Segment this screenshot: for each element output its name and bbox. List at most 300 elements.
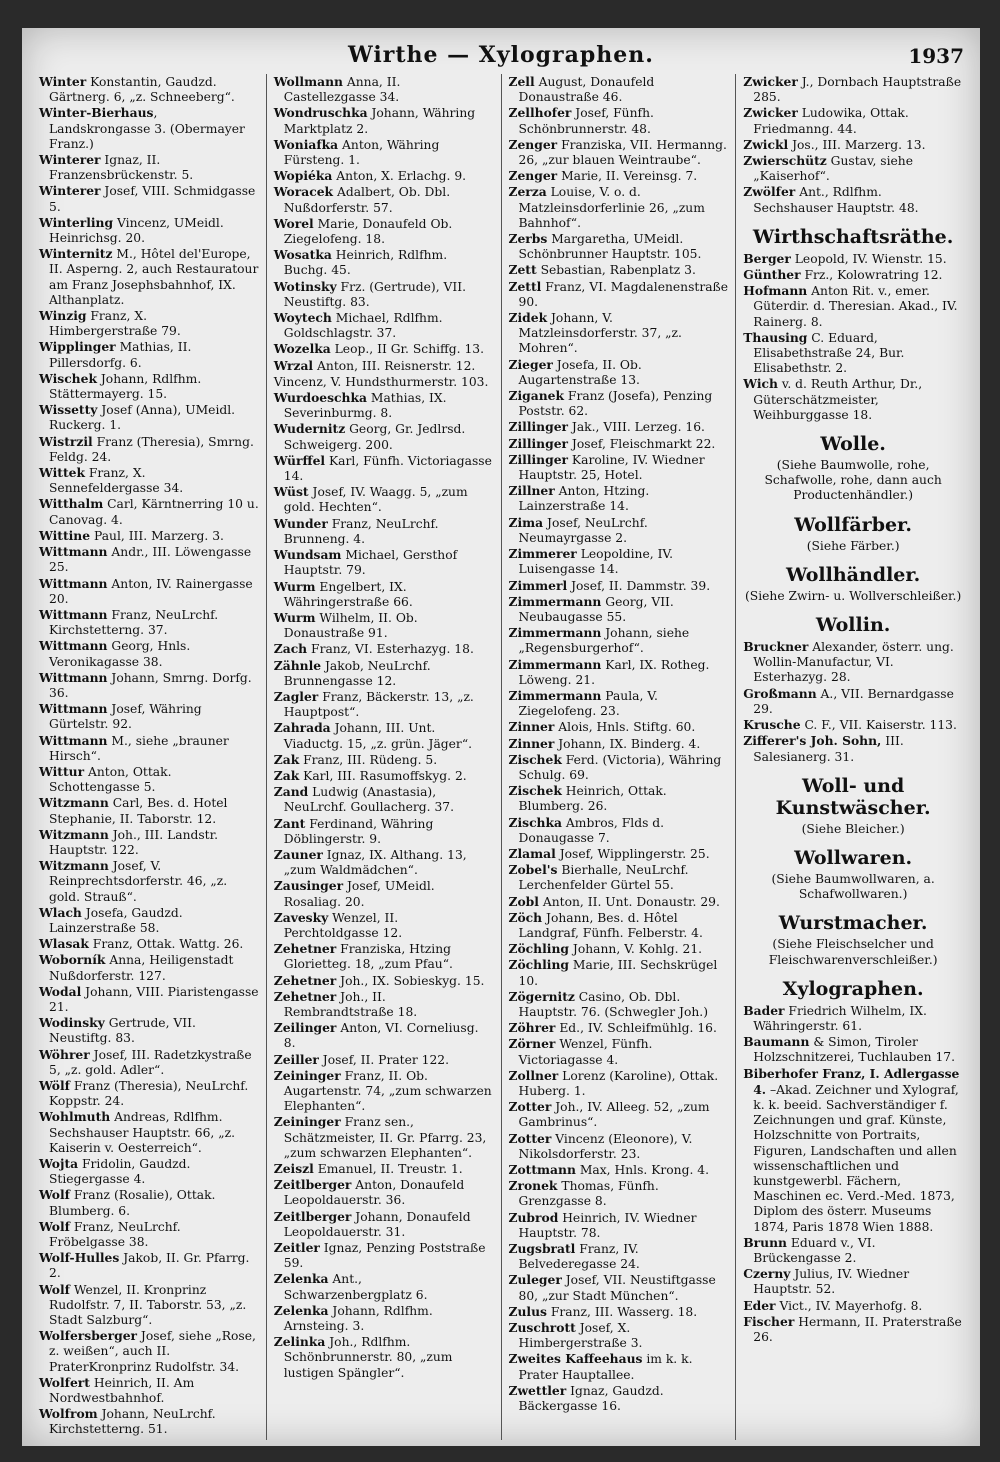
directory-entry (509, 1099, 729, 1130)
directory-entry (39, 858, 259, 905)
entry-name: Fischer (743, 1313, 795, 1329)
entry-details: Ludowika, Ottak. Friedmanng. 44. (753, 106, 909, 136)
entry-details: Andreas, Rdlfhm. Sechshauser Hauptstr. 66, „z. Kaiserin v. Oesterreich“. (49, 1110, 235, 1155)
entry-name: Zillner (508, 483, 555, 499)
entry-details: Franz, X. Himbergerstraße 79. (49, 309, 181, 339)
directory-entry (39, 733, 259, 764)
entry-details: Franz, Bäckerstr. 13, „z. Hauptpost“. (283, 689, 474, 720)
entry-name: Zollner (508, 1067, 559, 1083)
entry-name: Zwicker (743, 74, 798, 89)
directory-entry (509, 625, 729, 656)
entry-name: Zöch (508, 909, 543, 925)
directory-entry (509, 184, 729, 231)
directory-entry (274, 74, 494, 105)
directory-entry (39, 1109, 259, 1156)
entry-details: Franz, NeuLrchf. Brunneng. 4. (283, 516, 439, 546)
entry-details: Leop., II Gr. Schiffg. 13. (330, 342, 485, 357)
page-header (22, 36, 980, 76)
directory-entry (509, 279, 729, 310)
entry-details: Johann, Smrng. Dorfg. 36. (49, 670, 252, 700)
directory-entry (274, 1303, 494, 1334)
entry-name: Wipplinger (39, 339, 116, 355)
entry-details: Anton, II. Unt. Donaustr. 29. (538, 894, 720, 909)
directory-entry (509, 419, 729, 435)
entry-details: Karl, Fünfh. Victoriagasse 14. (283, 453, 492, 484)
directory-entry (274, 1161, 494, 1177)
entry-name: Wurm (273, 578, 316, 594)
directory-entry (39, 215, 259, 246)
entry-name: Bader (743, 1002, 785, 1018)
directory-entry (743, 376, 963, 423)
directory-entry (509, 262, 729, 278)
entry-name: Thausing (743, 329, 808, 345)
directory-entry (509, 231, 729, 262)
entry-name: Zeitlberger (273, 1208, 352, 1224)
entry-details: im k. k. Prater Hauptallee. (518, 1352, 693, 1382)
entry-name: Zeiller (273, 1051, 319, 1067)
entry-details: Jak., VIII. Lerzeg. 16. (568, 420, 705, 435)
entry-name: Wopiéka (273, 168, 333, 184)
directory-entry (509, 168, 729, 184)
entry-name: Wurm (273, 609, 316, 625)
entry-name: Wondruschka (273, 105, 368, 121)
directory-page (22, 28, 980, 1446)
columns-container (32, 74, 970, 1440)
entry-details: Josef, VIII. Schmidgasse 5. (49, 184, 256, 214)
section-note: (Siehe Färber.) (806, 538, 900, 553)
directory-entry (274, 341, 494, 357)
entry-details: Johann, Donaufeld Leopoldauerstr. 31. (283, 1209, 471, 1239)
entry-name: Zobel's (508, 862, 558, 878)
entry-details: Franz, VI. Esterhazyg. 18. (307, 642, 474, 657)
entry-details: Ant., Rdlfhm. Sechshauser Hauptstr. 48. (753, 185, 919, 215)
entry-name: Wodinsky (39, 1015, 105, 1031)
entry-name: Worel (273, 215, 314, 231)
entry-name: Zuleger (508, 1272, 562, 1288)
entry-details: Anna, Heiligenstadt Nußdorferstr. 127. (49, 953, 234, 983)
entry-name: Baumann (743, 1034, 810, 1050)
entry-name: Zak (273, 767, 300, 783)
directory-entry (274, 137, 494, 168)
entry-details: C. F., VII. Kaiserstr. 113. (800, 718, 957, 733)
directory-entry (39, 1078, 259, 1109)
directory-entry (509, 515, 729, 546)
entry-name: Zimmermann (508, 687, 602, 703)
directory-entry (509, 941, 729, 957)
directory-entry (743, 1066, 963, 1235)
directory-entry (39, 984, 259, 1015)
directory-entry (509, 483, 729, 514)
entry-name: Zinner (508, 719, 555, 735)
entry-name: Zulus (508, 1303, 547, 1319)
directory-entry (274, 973, 494, 989)
directory-entry (743, 184, 963, 215)
entry-details: III. Salesianerg. 31. (753, 734, 904, 764)
entry-details: Fridolin, Gaudzd. Stiegergasse 4. (49, 1157, 191, 1187)
entry-name: Zauner (273, 846, 323, 862)
entry-details: Anton Rit. v., emer. Güterdir. d. Theresian. Akad., IV. Rainerg. 8. (753, 284, 958, 329)
entry-name: Zelinka (273, 1334, 326, 1350)
entry-details: Heinrich, II. Am Nordwestbahnhof. (49, 1375, 195, 1406)
entry-details: Franz, NeuLrchf. Fröbelgasse 38. (49, 1219, 181, 1250)
entry-details: Anton, Währing Fürsteng. 1. (283, 137, 440, 168)
entry-name: Zerza (508, 184, 547, 200)
entry-details: Frz. (Gertrude), VII. Neustiftg. 83. (283, 279, 467, 309)
directory-entry (743, 105, 963, 136)
entry-details: Sebastian, Rabenplatz 3. (536, 263, 696, 278)
directory-entry (509, 388, 729, 419)
entry-name: Winter (39, 74, 87, 89)
entry-name: Zahrada (273, 720, 331, 736)
entry-details: Franz, II. Ob. Augartenstr. 74, „zum schwarzen Elephanten“. (283, 1068, 492, 1114)
entry-name: Wollmann (273, 74, 343, 89)
entry-details: Margaretha, UMeidl. Schönbrunner Hauptstr. 105. (518, 232, 702, 262)
entry-details: Heinrich, IV. Wiedner Hauptstr. 78. (518, 1210, 697, 1240)
directory-entry (274, 689, 494, 720)
directory-entry (509, 1272, 729, 1303)
entry-name: Wittur (39, 763, 85, 779)
entry-details: Franz, IV. Belvederegasse 24. (518, 1242, 640, 1272)
entry-name: Wittmann (39, 606, 108, 622)
directory-entry (39, 670, 259, 701)
directory-entry (274, 516, 494, 547)
directory-entry (274, 989, 494, 1020)
entry-details: , Landskrongasse 3. (Obermayer Franz.) (49, 106, 245, 151)
entry-name: Zubrod (508, 1209, 559, 1225)
directory-entry (274, 658, 494, 689)
directory-entry (39, 402, 259, 433)
entry-name: Zand (273, 784, 309, 800)
entry-details: Franz (Rosalie), Ottak. Blumberg. 6. (49, 1188, 216, 1218)
entry-name: Zehetner (273, 988, 337, 1004)
entry-details: Johann, VIII. Piaristengasse 21. (49, 984, 259, 1014)
entry-details: Eduard v., VI. Brückengasse 2. (753, 1235, 876, 1265)
directory-entry (509, 137, 729, 168)
entry-name: Zweites Kaffeehaus (508, 1351, 643, 1367)
entry-details: Karl, III. Rasumoffskyg. 2. (299, 768, 467, 783)
entry-details: Johann, Währing Marktplatz 2. (283, 106, 476, 136)
entry-details: Hermann, II. Praterstraße 26. (753, 1314, 962, 1344)
section-note: (Siehe Baumwolle, rohe, Schafwolle, rohe, dann auch Productenhändler.) (764, 458, 942, 503)
entry-name: Brunn (743, 1234, 787, 1250)
directory-entry (743, 1034, 963, 1065)
entry-details: Marie, II. Vereinsg. 7. (557, 169, 698, 184)
entry-details: Anton, IV. Rainergasse 20. (49, 576, 253, 606)
entry-name: Zima (508, 514, 544, 530)
directory-entry (509, 452, 729, 483)
directory-entry (39, 795, 259, 826)
entry-name: Witthalm (39, 496, 104, 512)
directory-entry (509, 783, 729, 814)
entry-name: Wischek (39, 370, 97, 386)
entry-name: Zeilinger (273, 1020, 337, 1036)
directory-entry (274, 184, 494, 215)
directory-entry (39, 1047, 259, 1078)
directory-entry (743, 717, 963, 733)
directory-entry (509, 74, 729, 105)
entry-name: Zidek (508, 310, 548, 326)
entry-details: Josef (Anna), UMeidl. Ruckerg. 1. (49, 403, 236, 433)
entry-name: Witzmann (39, 795, 109, 811)
directory-entry (274, 768, 494, 784)
entry-name: Zwölfer (743, 184, 796, 200)
entry-name: Ziganek (508, 388, 564, 404)
entry-details: Marie, Donaufeld Ob. Ziegelofeng. 18. (283, 216, 453, 247)
entry-name: Zausinger (273, 878, 344, 894)
section-heading: Wirthschaftsräthe. (752, 225, 954, 248)
entry-details: Jos., III. Marzerg. 13. (788, 137, 926, 152)
entry-details: Joh., II. Rembrandtstraße 18. (283, 989, 418, 1019)
entry-details: Engelbert, IX. Währingerstraße 66. (283, 579, 413, 609)
entry-details: Georg, Hnls. Veronikagasse 38. (49, 639, 191, 669)
directory-entry (509, 1304, 729, 1320)
entry-details: M., Hôtel del'Europe, II. Asperng. 2, auch Restauratour am Franz Josephsbahnhof, IX. Althanplatz. (49, 247, 259, 307)
entry-details: M., siehe „brauner Hirsch“. (49, 733, 229, 763)
directory-entry (509, 1241, 729, 1272)
directory-entry (274, 816, 494, 847)
directory-entry (39, 246, 259, 308)
directory-entry (274, 1177, 494, 1208)
directory-entry (274, 941, 494, 972)
entry-name: Wolf (39, 1187, 70, 1203)
entry-name: Wüst (273, 484, 309, 500)
entry-name: Zeiszl (273, 1161, 314, 1177)
entry-details: Johann, IX. Binderg. 4. (554, 736, 701, 751)
entry-name: Zimmerl (508, 577, 568, 593)
directory-entry (509, 957, 729, 988)
entry-details: Franz (Theresia), NeuLrchf. Koppstr. 24. (49, 1079, 249, 1109)
entry-details: Paula, V. Ziegelofeng. 23. (518, 688, 658, 719)
directory-entry (39, 607, 259, 638)
directory-entry (274, 247, 494, 278)
entry-name: Zagler (273, 688, 319, 704)
entry-name: Zöchling (508, 957, 569, 973)
entry-details: Johann, Rdlfhm. Arnsteing. 3. (283, 1303, 433, 1334)
page-title: Wirthe — Xylographen. (348, 42, 654, 68)
entry-name: Zwettler (508, 1382, 567, 1398)
entry-name: Biberhofer Franz, I. Adlergasse 4. (743, 1065, 960, 1097)
entry-details: Josef, IV. Waagg. 5, „zum gold. Hechten“. (283, 485, 468, 515)
directory-entry (274, 453, 494, 484)
directory-entry (743, 639, 963, 686)
entry-name: Zillinger (508, 451, 569, 467)
entry-name: Zeitler (273, 1240, 320, 1256)
entry-details: Franziska, Htzing Glorietteg. 18, „zum Pfau“. (283, 942, 453, 972)
entry-name: Berger (743, 250, 791, 266)
directory-entry (509, 1131, 729, 1162)
entry-name: Zett (508, 262, 537, 278)
entry-details: Joh., Rdlfhm. Schönbrunnerstr. 80, „zum lustigen Spängler“. (283, 1335, 453, 1380)
directory-entry (274, 910, 494, 941)
entry-name: Wotinsky (273, 278, 337, 294)
entry-details: Jakob, NeuLrchf. Brunnengasse 12. (283, 658, 431, 688)
directory-entry (509, 105, 729, 136)
entry-details: Ludwig (Anastasia), NeuLrchf. Goullacherg. 37. (283, 785, 455, 815)
entry-details: Josefa, Gaudzd. Lainzerstraße 58. (49, 905, 183, 935)
directory-entry (743, 1266, 963, 1297)
entry-details: Wenzel, Fünfh. Victoriagasse 4. (518, 1037, 653, 1067)
entry-name: Hofmann (743, 283, 808, 299)
entry-details: Frz., Kolowratring 12. (800, 268, 943, 283)
entry-details: Josef, V. Reinprechtsdorferstr. 46, „z. gold. Strauß“. (49, 859, 228, 904)
entry-name: Wittmann (39, 732, 108, 748)
entry-name: Wodal (39, 983, 82, 999)
entry-name: Winterer (39, 183, 101, 199)
entry-name: Zerbs (508, 231, 548, 247)
entry-details: Franz (Theresia), Smrng. Feldg. 24. (49, 434, 254, 464)
directory-entry (509, 657, 729, 688)
entry-name: Zotter (508, 1130, 552, 1146)
section-note: (Siehe Fleischselcher und Fleischwarenverschleißer.) (768, 937, 938, 967)
directory-entry (274, 579, 494, 610)
entry-details: –Akad. Zeichner und Xylograf, k. k. beeid. Sachverständiger f. Zeichnungen und graf. Künste, Holzschnitte von Portraits, Figuren, Landschaften und allen wissenschaftlichen und kunstgewerbl. Fächern, Maschinen ec. Verd.-Med. 1873, Diplom des österr. Museums 1874, Paris 1878 Wien 1888. (753, 1082, 959, 1234)
entry-name: Wittmann (39, 669, 108, 685)
directory-entry (509, 989, 729, 1020)
entry-name: Zimmermann (508, 593, 602, 609)
directory-entry (39, 1015, 259, 1046)
entry-details: Heinrich, Rdlfhm. Buchg. 45. (283, 248, 448, 278)
entry-details: Anton, VI. Corneliusg. 8. (283, 1021, 479, 1051)
directory-entry (743, 1298, 963, 1314)
entry-details: Anton, X. Erlachg. 9. (332, 169, 467, 184)
directory-entry (39, 544, 259, 575)
directory-entry (39, 183, 259, 214)
entry-details: Karl, IX. Rotheg. Löweng. 21. (518, 657, 710, 687)
entry-details: Anton, III. Reisnerstr. 12. (313, 358, 476, 373)
entry-details: Friedrich Wilhelm, IX. Währingerstr. 61. (753, 1003, 927, 1033)
entry-details: Franz sen., Schätzmeister, II. Gr. Pfarrg. 23, „zum schwarzen Elephanten“. (283, 1115, 487, 1160)
entry-details: Bierhalle, NeuLrchf. Lerchenfelder Gürtel 55. (518, 863, 689, 893)
directory-entry (743, 283, 963, 330)
entry-details: Heinrich, Ottak. Blumberg. 26. (518, 784, 667, 814)
entry-details: Julius, IV. Wiedner Hauptstr. 52. (753, 1267, 910, 1297)
section-heading: Wurstmacher. (778, 912, 928, 935)
entry-details: Josef, III. Radetzkystraße 5, „z. gold. Adler“. (49, 1047, 252, 1077)
entry-name: Wolf-Hulles (39, 1250, 120, 1266)
entry-name: Wosatka (273, 247, 332, 263)
section-heading: Xylographen. (782, 977, 924, 1000)
directory-entry (509, 1178, 729, 1209)
entry-name: Zehetner (273, 941, 337, 957)
entry-name: Zlamal (508, 845, 556, 861)
entry-details: Carl, Bes. d. Hotel Stephanie, II. Taborstr. 12. (49, 796, 228, 826)
entry-details: Georg, VII. Neubaugasse 55. (518, 594, 674, 624)
directory-entry (743, 267, 963, 283)
directory-entry (274, 374, 494, 390)
directory-entry (509, 1320, 729, 1351)
entry-name: Zwickl (743, 136, 789, 152)
entry-details: Max, Hnls. Krong. 4. (575, 1163, 710, 1178)
directory-entry (509, 862, 729, 893)
entry-details: Johann, Rdlfhm. Stättermayerg. 15. (49, 371, 202, 402)
entry-name: Zuschrott (508, 1320, 576, 1336)
directory-entry (274, 216, 494, 247)
entry-name: Wolf (39, 1281, 70, 1297)
entry-details: Franz, X. Sennefeldergasse 34. (49, 466, 184, 496)
entry-details: Franz, III. Rüdeng. 5. (299, 752, 438, 767)
directory-entry (509, 1068, 729, 1099)
entry-details: Emanuel, II. Treustr. 1. (313, 1162, 463, 1177)
directory-entry (509, 1210, 729, 1241)
directory-entry (274, 784, 494, 815)
entry-details: Franziska, VII. Hermanng. 26, „zur blauen Weintraube“. (518, 137, 727, 168)
entry-details: Johann, NeuLrchf. Kirchstetterng. 51. (49, 1407, 216, 1437)
page-number: 1937 (908, 44, 964, 68)
entry-name: Witzmann (39, 826, 109, 842)
directory-entry (509, 910, 729, 941)
entry-name: Wich (743, 376, 778, 392)
entry-name: Wojta (39, 1156, 79, 1172)
entry-details: Ignaz, IX. Althang. 13, „zum Waldmädchen“. (283, 847, 467, 878)
entry-details: Johann, V. Matzleinsdorferstr. 37, „z. Mohren“. (518, 311, 682, 356)
entry-name: Zenger (508, 136, 558, 152)
entry-details: Mathias, IX. Severinburmg. 8. (283, 391, 447, 421)
directory-entry (274, 1068, 494, 1115)
entry-name: Zieger (508, 356, 553, 372)
directory-entry (509, 1351, 729, 1382)
directory-entry (743, 74, 963, 105)
entry-details: Michael, Gersthof Hauptstr. 79. (283, 548, 458, 578)
entry-name: Zischek (508, 751, 562, 767)
directory-entry (743, 330, 963, 377)
directory-entry (274, 105, 494, 136)
entry-details: Wenzel, II. Perchtoldgasse 12. (283, 910, 403, 940)
entry-details: Ant., Schwarzenbergplatz 6. (283, 1272, 428, 1302)
entry-name: Wittmann (39, 638, 108, 654)
entry-details: Franz, NeuLrchf. Kirchstetterng. 37. (49, 607, 219, 638)
entry-details: Josef, II. Prater 122. (318, 1052, 450, 1067)
entry-name: Wlasak (39, 936, 89, 952)
entry-name: Wolf (39, 1218, 70, 1234)
entry-details: Anton, Donaufeld Leopoldauerstr. 36. (283, 1178, 465, 1208)
directory-entry (274, 484, 494, 515)
directory-entry (509, 815, 729, 846)
entry-name: Zimmermann (508, 656, 602, 672)
entry-name: Zettl (508, 278, 542, 294)
entry-name: Zeininger (273, 1067, 341, 1083)
entry-details: Vincenz, V. Hundsthurmerstr. 103. (273, 374, 489, 389)
entry-details: Leopold, IV. Wienstr. 15. (790, 251, 947, 266)
entry-details: Gertrude, VII. Neustiftg. 83. (49, 1016, 196, 1046)
entry-name: Wolfersberger (39, 1328, 137, 1344)
entry-name: Zottmann (508, 1162, 576, 1178)
section-heading: Woll- und Kunstwäscher. (775, 774, 931, 819)
entry-name: Wölf (39, 1078, 70, 1093)
entry-name: Wöhrer (39, 1046, 90, 1062)
directory-entry (509, 310, 729, 357)
section-heading: Wolle. (820, 433, 886, 456)
entry-details: Josefa, II. Ob. Augartenstraße 13. (518, 357, 642, 387)
entry-details: Josef, Wipplingerstr. 25. (555, 846, 710, 861)
entry-name: Zischka (508, 814, 562, 830)
directory-entry (39, 308, 259, 339)
directory-entry (509, 688, 729, 719)
entry-details: August, Donaufeld Donaustraße 46. (518, 75, 655, 105)
entry-details: Thomas, Fünfh. Grenzgasse 8. (518, 1179, 659, 1209)
entry-details: Gustav, siehe „Kaiserhof“. (753, 154, 914, 184)
section-note: (Siehe Bleicher.) (801, 821, 905, 836)
entry-details: Josef, Fleischmarkt 22. (568, 436, 716, 451)
entry-name: Zavesky (273, 909, 329, 925)
directory-entry (39, 1375, 259, 1406)
entry-name: Zischek (508, 783, 562, 799)
directory-entry (509, 1383, 729, 1414)
section-heading: Wollhändler. (785, 563, 921, 586)
directory-entry (39, 105, 259, 152)
entry-name: Wittmann (39, 575, 108, 591)
column-2 (267, 74, 502, 1440)
entry-details: Alois, Hnls. Stiftg. 60. (554, 720, 696, 735)
